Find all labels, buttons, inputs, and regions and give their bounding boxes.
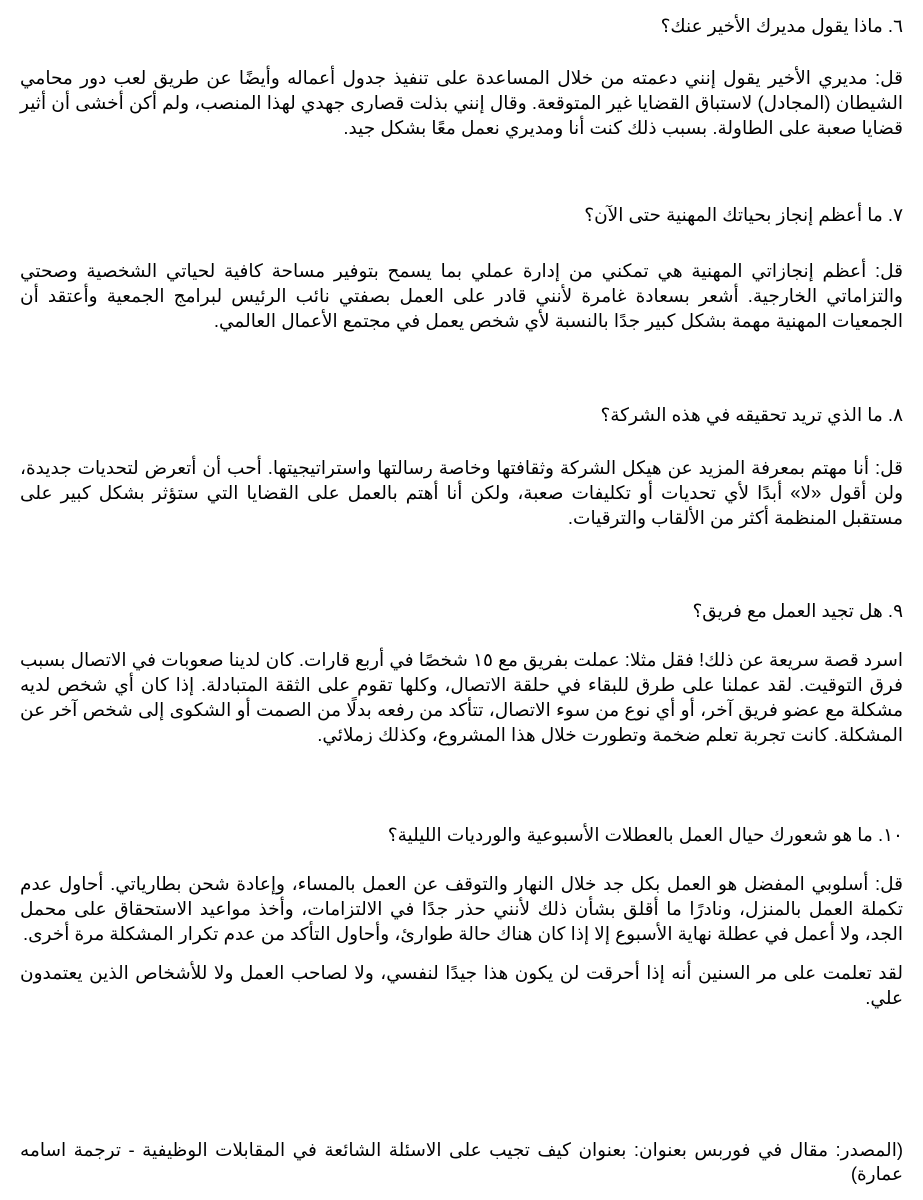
qa-block-10 [20, 823, 903, 1010]
qa-block-8 [20, 403, 903, 530]
source-note [20, 1138, 903, 1186]
answer-paragraph: قل: مديري الأخير يقول إنني دعمته من خلال المساعدة على تنفيذ جدول أعماله وأيضًا عن طريق لعب دور محامي الشيطان (المجادل) لاستباق القضايا غير المتوقعة. وقال إنني بذلت قصارى جهدي لهذا المنصب، ولم أكن أخشى أن أثير قضايا صعبة على الطاولة. بسبب ذلك كنت أنا ومديري نعمل معًا بشكل جيد. [20, 67, 903, 138]
question-heading: ١٠. ما هو شعورك حيال العمل بالعطلات الأسبوعية والورديات الليلية؟ [387, 824, 903, 845]
answer-paragraph: قل: أعظم إنجازاتي المهنية هي تمكني من إدارة عملي بما يسمح بتوفير مساحة كافية لحياتي الشخصية وصحتي والتزاماتي الخارجية. أشعر بسعادة غامرة لأنني قادر على العمل بصفتي نائب الرئيس لبرامج الجمعية وأعتقد أن الجمعيات المهنية مهمة بشكل كبير جدًا بالنسبة لأي شخص يعمل في مجتمع الأعمال العالمي. [20, 260, 903, 331]
answer-paragraph-continued: لقد تعلمت على مر السنين أنه إذا أحرقت لن يكون هذا جيدًا لنفسي، ولا لصاحب العمل ولا للأشخاص الذين يعتمدون علي. [20, 962, 903, 1008]
question-heading: ٩. هل تجيد العمل مع فريق؟ [692, 600, 903, 621]
question-heading: ٨. ما الذي تريد تحقيقه في هذه الشركة؟ [600, 404, 903, 425]
question-heading: ٦. ماذا يقول مديرك الأخير عنك؟ [660, 15, 903, 36]
qa-block-6 [20, 14, 903, 140]
answer-paragraph: اسرد قصة سريعة عن ذلك! فقل مثلا: عملت بفريق مع ١٥ شخصًا في أربع قارات. كان لدينا صعوبات في الاتصال بسبب فرق التوقيت. لقد عملنا على طرق للبقاء في حلقة الاتصال، وكلها تقوم على الثقة المتبادلة. إذا كان أي شخص لديه مشكلة مع عضو فريق آخر، أو أي نوع من سوء الاتصال، تتأكد من رفعه بدلًا من الصمت أو الشكوى إلى شخص آخر عن المشكلة. كانت تجربة تعلم ضخمة وتطورت خلال هذا المشروع، وكذلك زملائي. [20, 649, 903, 745]
source-citation: (المصدر: مقال في فوربس بعنوان: بعنوان كيف تجيب على الاسئلة الشائعة في المقابلات الوظيفية - ترجمة اسامه عمارة) [20, 1139, 903, 1184]
question-heading: ٧. ما أعظم إنجاز بحياتك المهنية حتى الآن؟ [584, 204, 903, 225]
qa-block-9 [20, 599, 903, 747]
answer-paragraph: قل: أسلوبي المفضل هو العمل بكل جد خلال النهار والتوقف عن العمل بالمساء، وإعادة شحن بطارياتي. أحاول عدم تكملة العمل بالمنزل، ونادرًا ما أقلق بشأن ذلك لأنني حذر جدًا في الالتزامات، وأخذ مواعيد الاستحقاق على محمل الجد، ولا أعمل في عطلة نهاية الأسبوع إلا إذا كان هناك حالة طوارئ، وأحاول التأكد من عدم تكرار المشكلة مرة أخرى. [20, 873, 903, 944]
answer-paragraph: قل: أنا مهتم بمعرفة المزيد عن هيكل الشركة وثقافتها وخاصة رسالتها واستراتيجيتها. أحب أن أتعرض لتحديات جديدة، ولن أقول «لا» أبدًا لأي تحديات أو تكليفات صعبة، ولكن أنا أهتم بالعمل على القضايا التي ستؤثر بشكل كبير على مستقبل المنظمة أكثر من الألقاب والترقيات. [20, 457, 903, 528]
qa-block-7 [20, 203, 903, 333]
